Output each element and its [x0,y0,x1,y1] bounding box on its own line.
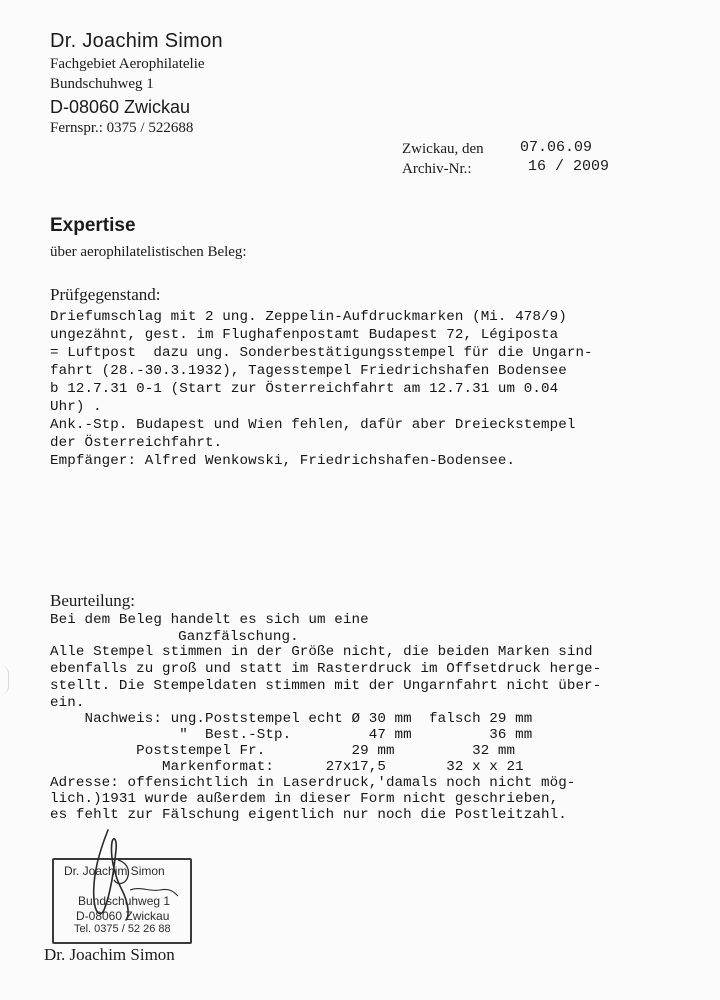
document-title: Expertise [50,215,136,236]
subject-line: Uhr) . [50,399,102,415]
stamp-line: Tel. 0375 / 52 26 88 [74,923,171,935]
closing-line: lich.)1931 wurde außerdem in dieser Form nicht geschrieben, [50,791,559,807]
closing-line: es fehlt zur Fälschung eigentlich nur noch die Postleitzahl. [50,807,567,823]
subject-line: Driefumschlag mit 2 ung. Zeppelin-Aufdruckmarken (Mi. 478/9) [50,309,567,325]
letterhead-city: D-08060 Zwickau [50,97,191,117]
stamp-line: D-08060 Zwickau [76,909,170,923]
subject-line: der Österreichfahrt. [50,435,223,451]
archive-label: Archiv-Nr.: [402,161,472,177]
measurement-row: Markenformat: 27x17,5 32 x x 21 [50,759,524,775]
place-label: Zwickau, den [402,141,484,157]
subject-line: Ank.-Stp. Budapest und Wien fehlen, dafür aber Dreieckstempel [50,417,576,433]
assessment-line: ein. [50,695,85,711]
assessment-line: stellt. Die Stempeldaten stimmen mit der Ungarnfahrt nicht über- [50,678,602,694]
signature-name: Dr. Joachim Simon [44,945,175,964]
letterhead-street: Bundschuhweg 1 [50,76,154,92]
stamp-line: Bundschuhweg 1 [78,894,171,908]
assessment-line: ebenfalls zu groß und statt im Rasterdruck im Offsetdruck herge- [50,661,602,677]
handwritten-signature [70,820,190,930]
measurement-row: Poststempel Fr. 29 mm 32 mm [50,743,516,759]
subject-line: = Luftpost dazu ung. Sonderbestätigungsstempel für die Ungarn- [50,345,593,361]
subject-line: fahrt (28.-30.3.1932), Tagesstempel Friedrichshafen Bodensee [50,363,567,379]
subject-heading: Prüfgegenstand: [50,285,161,304]
letterhead-name: Dr. Joachim Simon [50,30,223,52]
measurement-row: " Best.-Stp. 47 mm 36 mm [50,727,533,743]
assessment-line: Bei dem Beleg handelt es sich um eine [50,612,369,628]
subject-line: Empfänger: Alfred Wenkowski, Friedrichshafen-Bodensee. [50,453,516,469]
stamp-line: Dr. Joachim Simon [64,864,165,878]
subject-line: ungezähnt, gest. im Flughafenpostamt Budapest 72, Légiposta [50,327,559,343]
letterhead-field: Fachgebiet Aerophilatelie [50,56,205,72]
assessment-verdict: Ganzfälschung. [92,629,299,645]
archive-number: 16 / 2009 [528,158,610,175]
page-fold-mark [0,665,9,695]
assessment-line: Alle Stempel stimmen in der Größe nicht, die beiden Marken sind [50,644,593,660]
date-value: 07.06.09 [520,139,593,156]
subject-line: b 12.7.31 0-1 (Start zur Österreichfahrt am 12.7.31 um 0.04 [50,381,559,397]
document-subtitle: über aerophilatelistischen Beleg: [50,244,247,260]
closing-line: Adresse: offensichtlich in Laserdruck,'damals noch nicht mög- [50,775,576,791]
measurement-row: Nachweis: ung.Poststempel echt Ø 30 mm falsch 29 mm [50,711,533,727]
assessment-heading: Beurteilung: [50,591,135,610]
letterhead-phone: Fernspr.: 0375 / 522688 [50,120,194,136]
